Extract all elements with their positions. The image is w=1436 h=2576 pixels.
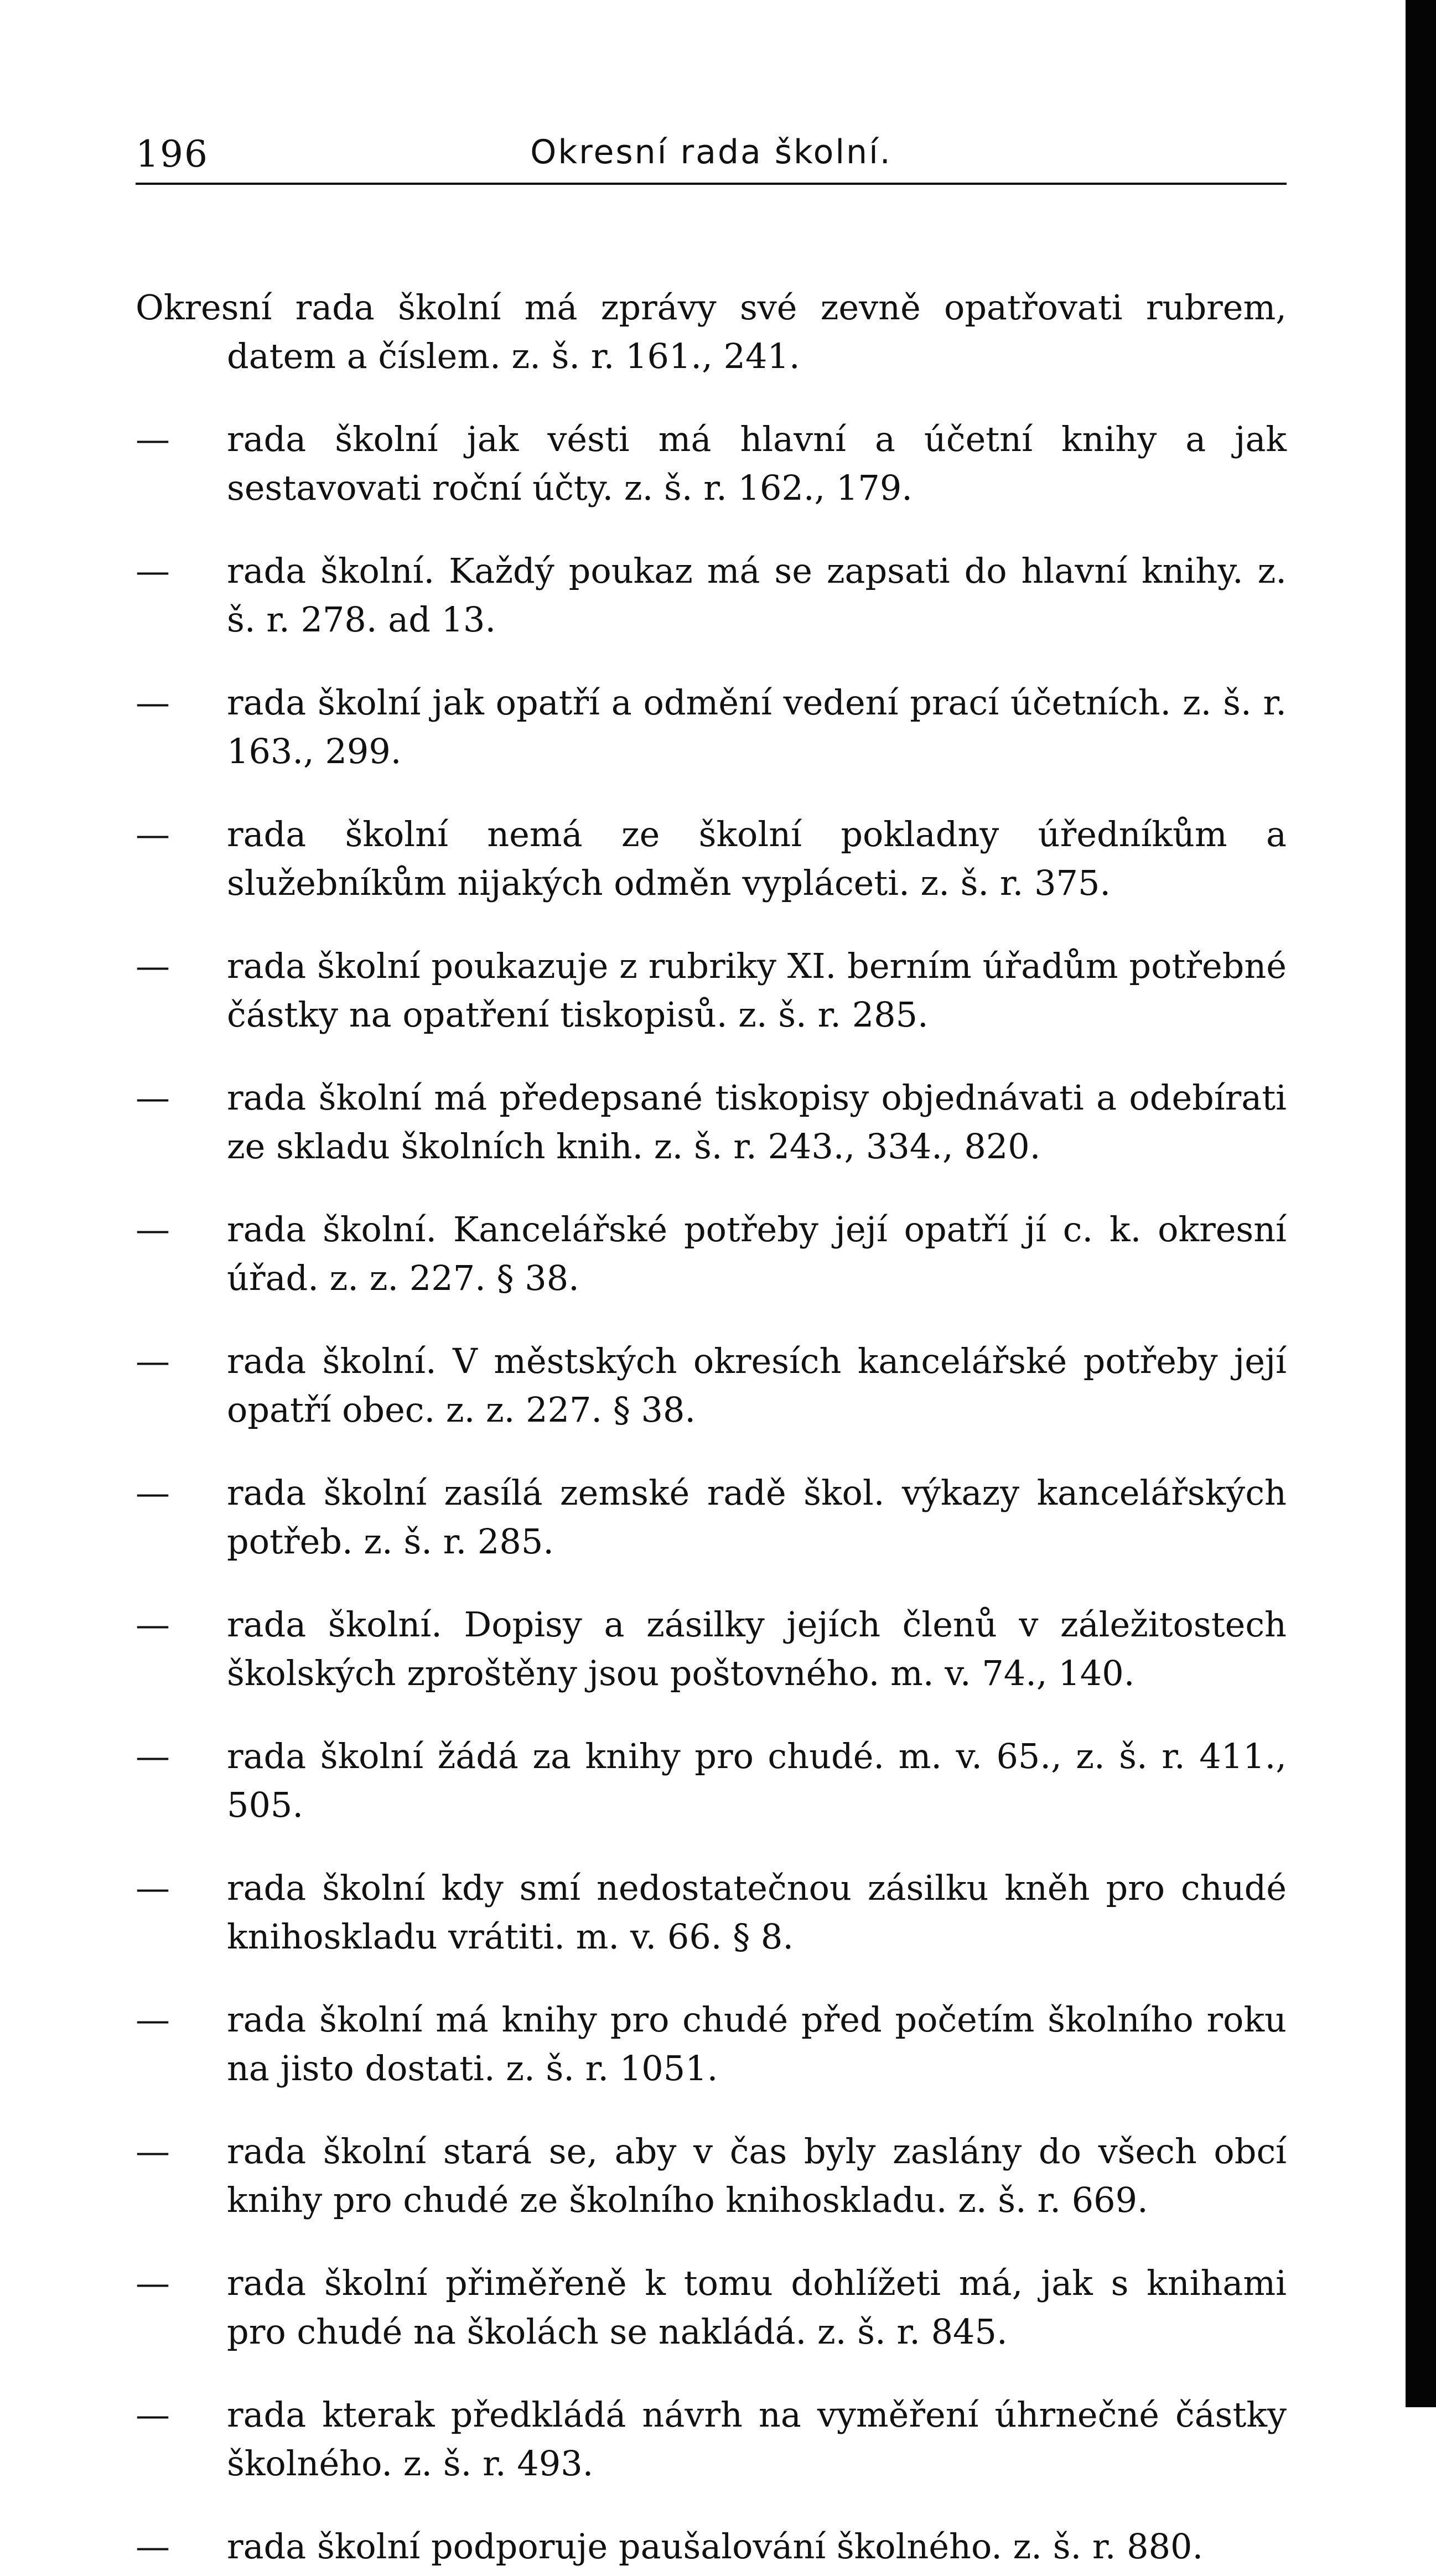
index-entry (136, 2259, 1287, 2356)
entry-dash: — (136, 551, 170, 591)
header-rule (136, 183, 1287, 185)
entry-dash: — (136, 1736, 170, 1776)
entry-dash: — (136, 682, 170, 723)
entry-dash: — (136, 1868, 170, 1908)
entry-text: rada školní jak opatří a odmění vedení prací účetních. z. š. r. 163., 299. (227, 682, 1287, 771)
entry-dash: — (136, 2394, 170, 2435)
entry-text: rada školní má knihy pro chudé před početím školního roku na jisto dostati. z. š. r. 1051. (227, 1999, 1287, 2088)
index-entry (136, 942, 1287, 1039)
entry-dash: — (136, 946, 170, 986)
entry-text: rada kterak předkládá návrh na vyměření úhrnečné částky školného. z. š. r. 493. (227, 2394, 1287, 2484)
index-entry (136, 1732, 1287, 1829)
entry-text: rada školní přiměřeně k tomu dohlížeti má, jak s knihami pro chudé na školách se nakládá. z. š. r. 845. (227, 2263, 1287, 2352)
entry-text: rada školní zasílá zemské radě škol. výkazy kancelářských potřeb. z. š. r. 285. (227, 1473, 1287, 1562)
index-entry (136, 1864, 1287, 1961)
index-entry (136, 1205, 1287, 1303)
index-entry (136, 547, 1287, 644)
entry-dash: — (136, 1077, 170, 1118)
index-entry (136, 678, 1287, 776)
index-entry (136, 415, 1287, 512)
entry-text: rada školní žádá za knihy pro chudé. m. v. 65., z. š. r. 411., 505. (227, 1736, 1287, 1825)
index-entry (136, 1337, 1287, 1434)
entry-text: rada školní má předepsané tiskopisy objednávati a odebírati ze skladu školních knih. z. š. r. 243., 334., 820. (227, 1077, 1287, 1167)
index-entry (136, 1074, 1287, 1171)
entry-dash: — (136, 1473, 170, 1513)
index-entry (136, 283, 1287, 381)
entry-text: rada školní stará se, aby v čas byly zaslány do všech obcí knihy pro chudé ze školního knihoskladu. z. š. r. 669. (227, 2131, 1287, 2220)
entry-dash: — (136, 1604, 170, 1645)
entry-text: Okresní rada školní má zprávy své zevně opatřovati rubrem, datem a číslem. z. š. r. 161., 241. (136, 287, 1287, 376)
entry-text: rada školní jak vésti má hlavní a účetní knihy a jak sestavovati roční účty. z. š. r. 162., 179. (227, 419, 1287, 508)
entry-text: rada školní kdy smí nedostatečnou zásilku kněh pro chudé knihoskladu vrátiti. m. v. 66. § 8. (227, 1868, 1287, 1957)
book-page (136, 122, 1287, 2567)
entry-dash: — (136, 2131, 170, 2171)
entry-text: rada školní. Každý poukaz má se zapsati do hlavní knihy. z. š. r. 278. ad 13. (227, 551, 1287, 640)
entry-text: rada školní. Dopisy a zásilky jejích členů v záležitostech školských zproštěny jsou poštovného. m. v. 74., 140. (227, 1604, 1287, 1693)
page-number: 196 (136, 133, 209, 175)
entry-dash: — (136, 419, 170, 459)
entry-text: rada školní nemá ze školní pokladny úředníkům a služebníkům nijakých odměn vypláceti. z. š. r. 375. (227, 814, 1287, 903)
running-title: Okresní rada školní. (530, 133, 892, 172)
index-entry (136, 1996, 1287, 2093)
entry-dash: — (136, 814, 170, 854)
entry-dash: — (136, 2526, 170, 2567)
entry-dash: — (136, 1341, 170, 1381)
scan-page-edge (1406, 0, 1436, 2407)
index-entry (136, 2391, 1287, 2488)
entry-dash: — (136, 1999, 170, 2040)
entry-dash: — (136, 1209, 170, 1250)
entry-dash: — (136, 2263, 170, 2303)
index-entry (136, 2127, 1287, 2225)
index-entries (136, 249, 1287, 2576)
page-header (136, 122, 1287, 188)
entry-text: rada školní. Kancelářské potřeby její opatří jí c. k. okresní úřad. z. z. 227. § 38. (227, 1209, 1287, 1298)
entry-text: rada školní podporuje paušalování školného. z. š. r. 880. (227, 2526, 1204, 2567)
index-entry (136, 810, 1287, 908)
entry-text: rada školní poukazuje z rubriky XI. berním úřadům potřebné částky na opatření tiskopisů. z. š. r. 285. (227, 946, 1287, 1035)
index-entry (136, 1600, 1287, 1698)
index-entry (136, 1469, 1287, 1566)
entry-text: rada školní. V městských okresích kancelářské potřeby její opatří obec. z. z. 227. § 38. (227, 1341, 1287, 1430)
index-entry (136, 2522, 1287, 2571)
